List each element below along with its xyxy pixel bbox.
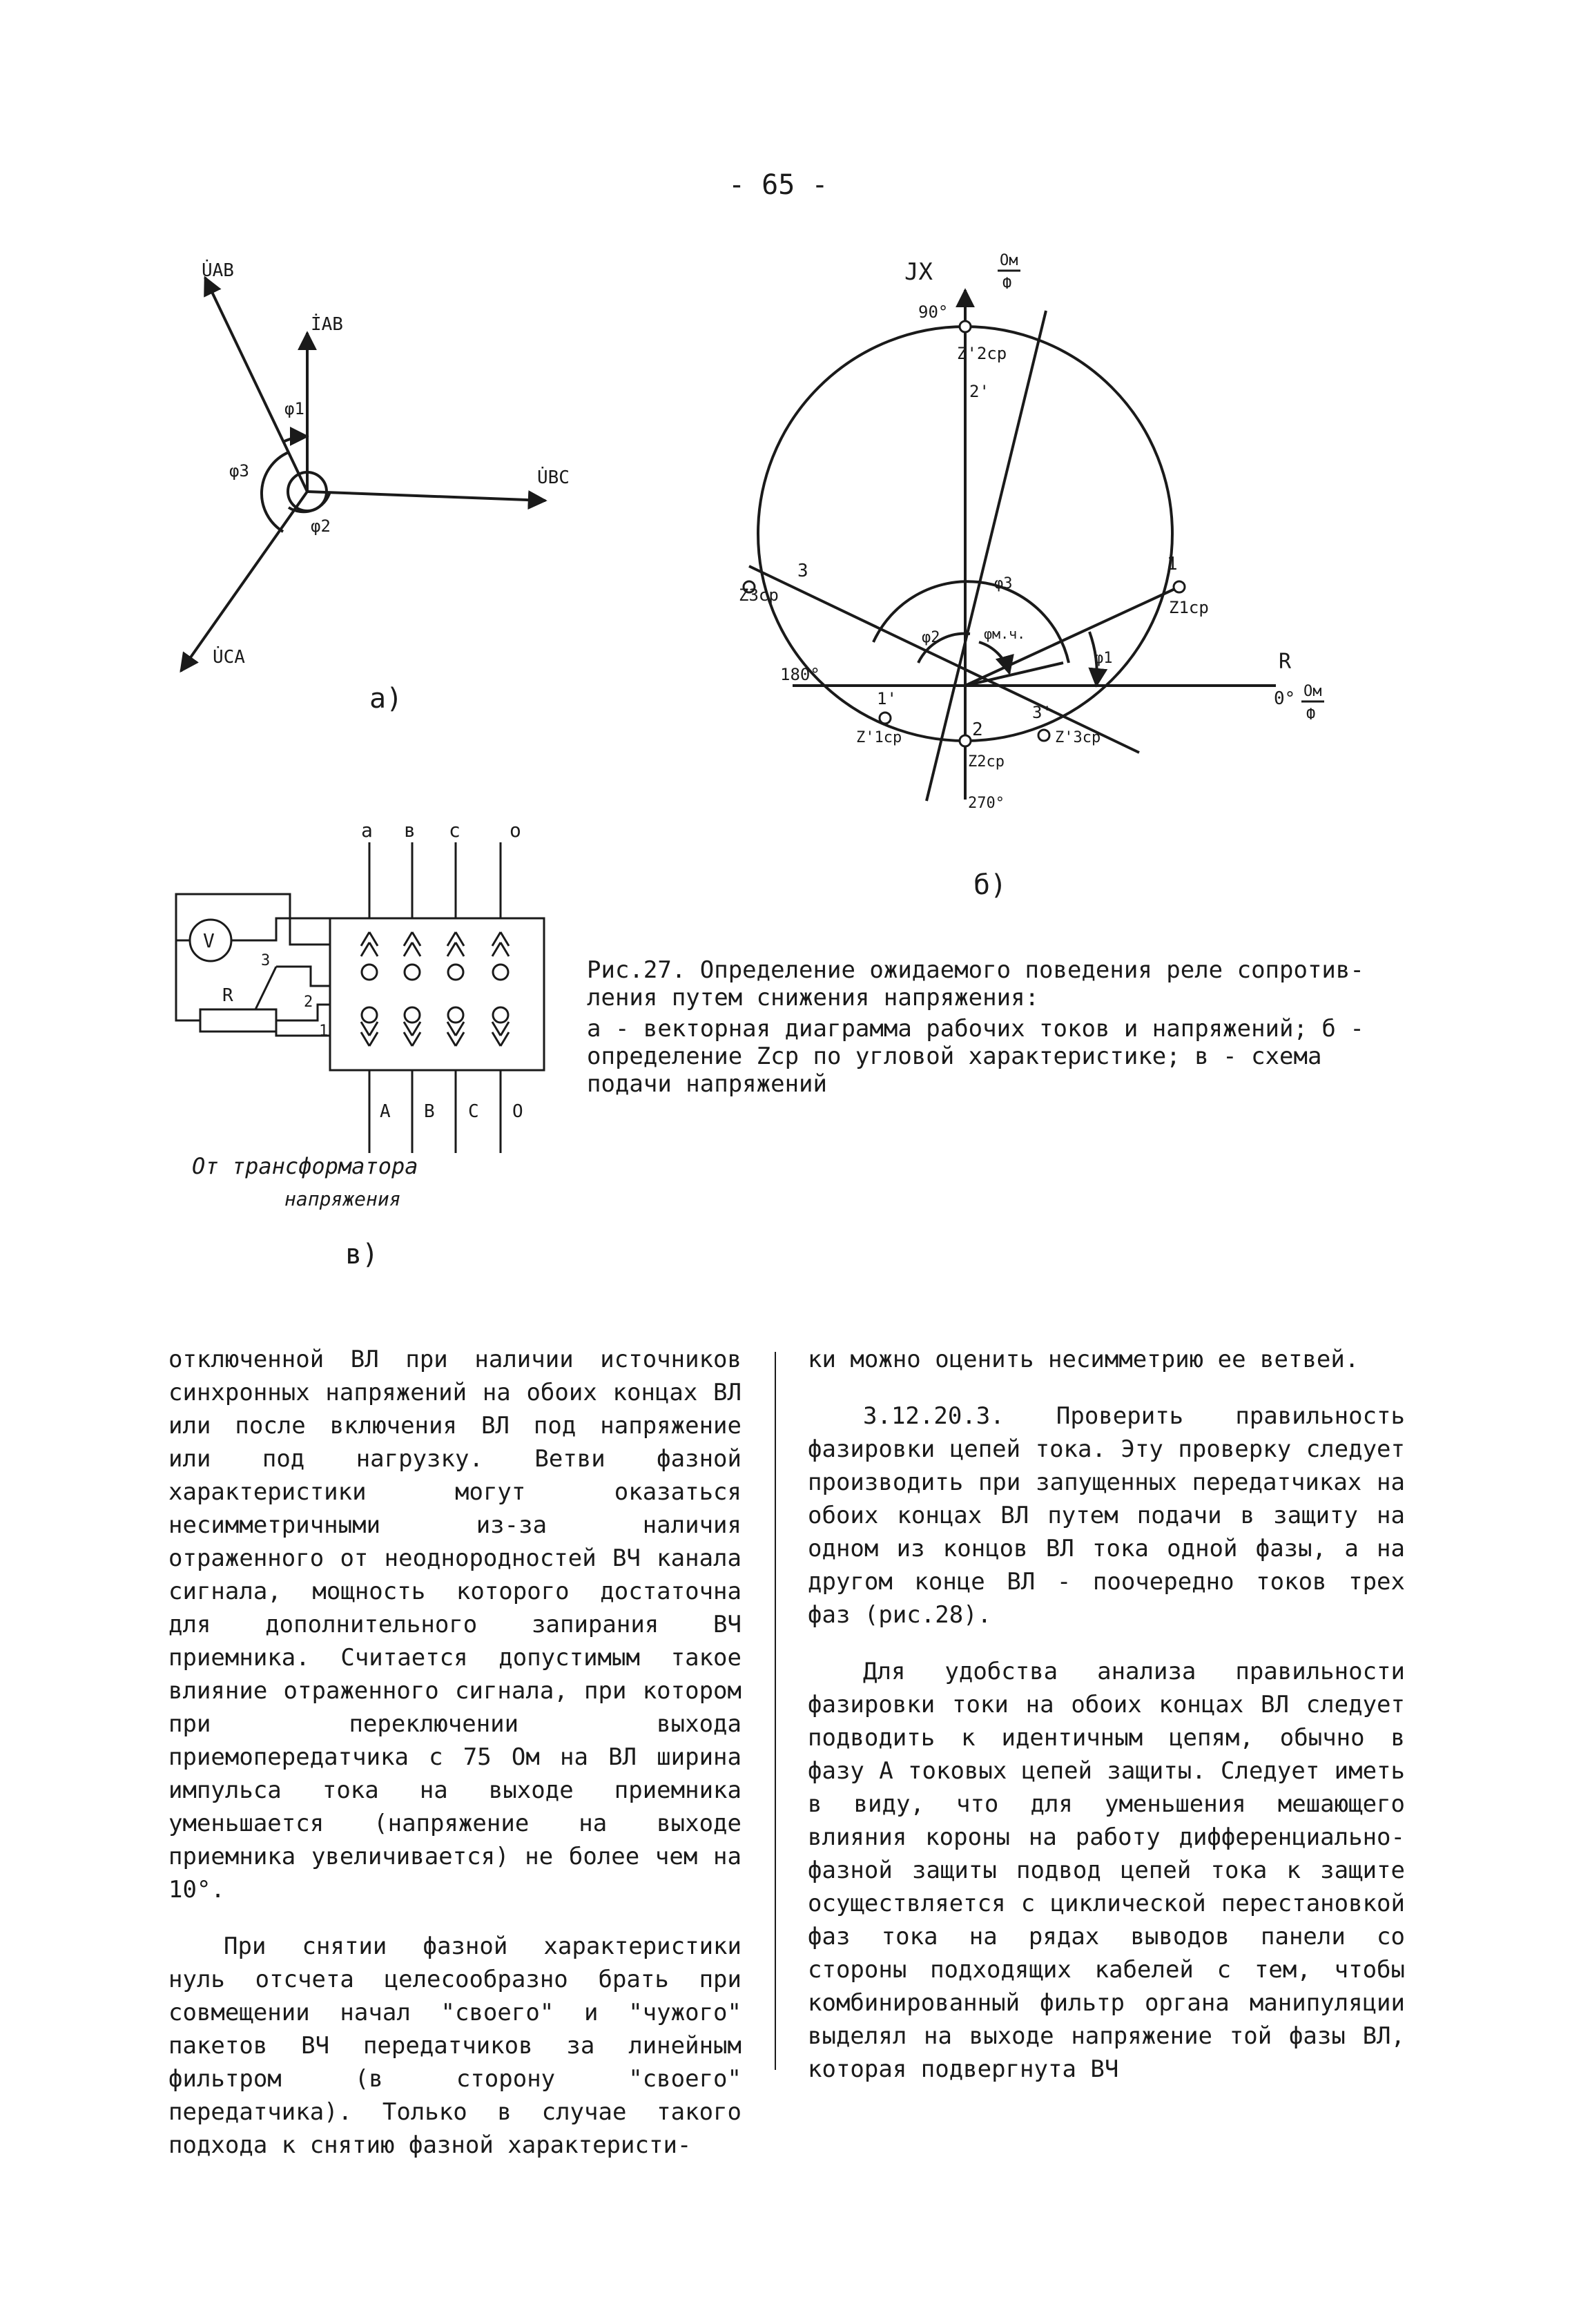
source-caption-line1: От трансформатора (192, 1153, 418, 1179)
resistor-label: R (222, 985, 233, 1006)
label-1prime: 1' (877, 689, 897, 708)
label-phi2b: φ2 (922, 629, 940, 646)
upper-terminals (361, 932, 509, 980)
label-ubc: U̇BC (537, 467, 570, 488)
phase-top-o: о (510, 819, 521, 842)
label-270: 270° (968, 795, 1005, 812)
label-unit-r-top: Ом (1303, 683, 1322, 700)
label-iab: İAB (311, 314, 343, 335)
label-uca: U̇CA (213, 647, 245, 668)
label-phimch: φм.ч. (984, 626, 1026, 642)
label-unit-top: Ом (1000, 252, 1018, 269)
figure-c-label: в) (345, 1239, 379, 1270)
label-z1cp: Z1ср (1169, 598, 1209, 617)
label-z3cp: Z3ср (739, 585, 779, 605)
tap-3: 3 (261, 952, 271, 969)
figure-b-label: б) (973, 869, 1007, 901)
figure-caption-title: Рис.27. Определение ожидаемого поведения реле сопротив-ления путем снижения напряжения: (587, 956, 1364, 1011)
label-unit-r-bottom: Ф (1306, 706, 1316, 724)
label-z2cp-prime: Z'2ср (957, 344, 1007, 363)
terminal-block (330, 918, 544, 1070)
label-180: 180° (780, 665, 820, 684)
resistor (200, 1009, 276, 1032)
phase-bottom-b: В (424, 1101, 435, 1122)
phase-bottom-a: А (380, 1101, 391, 1122)
right-paragraph-1: ки можно оценить несимметрию ее ветвей. (808, 1346, 1359, 1373)
tap-2: 2 (304, 994, 313, 1011)
source-caption-line2: напряжения (284, 1188, 401, 1210)
column-divider (775, 1352, 776, 2070)
phase-bottom-o: О (512, 1101, 523, 1122)
label-0: 0° (1274, 688, 1296, 709)
tap-1: 1 (319, 1023, 329, 1040)
figure-b-impedance-circle (0, 0, 1590, 901)
right-column (808, 1343, 1405, 2086)
label-point-2: 2 (972, 719, 983, 740)
label-point-1: 1 (1167, 554, 1178, 574)
label-unit-bottom: Ф (1002, 275, 1012, 293)
left-column (168, 1343, 741, 2162)
label-2prime: 2' (969, 382, 989, 401)
voltmeter-label: V (203, 929, 215, 952)
phase-top-a: а (361, 819, 373, 842)
label-uab: U̇AB (202, 260, 234, 281)
label-phi3b: φ3 (994, 575, 1013, 592)
label-z1cp-prime: Z'1ср (856, 729, 902, 746)
phase-top-b: в (404, 819, 416, 842)
label-jx: JX (904, 258, 933, 286)
left-paragraph-2: При снятии фазной характеристики нуль отсчета целесообразно брать при совмещении начал "своего" и "чужого" пакетов ВЧ передатчиков за линейным фильтром (в сторону "своего" передатчика). Только в случае такого подхода к снятию фазной характеристи- (168, 1933, 741, 2159)
right-paragraph-3: Для удобства анализа правильности фазировки токи на обоих концах ВЛ следует подводить к идентичным цепям, обычно в фазу А токовых цепей защиты. Следует иметь в виду, что для уменьшения мешающего влияния короны на работу дифференциально-фазной защиты подвод цепей тока к защите осуществляется с циклической перестановкой фаз тока на рядах выводов панели со стороны подходящих кабелей с тем, чтобы комбинированный фильтр органа манипуляции выделял на выходе напряжение той фазы ВЛ, которая подвергнута ВЧ (808, 1658, 1405, 2083)
phase-bottom-c: С (468, 1101, 479, 1122)
left-paragraph-1: отключенной ВЛ при наличии источников синхронных напряжений на обоих концах ВЛ или после включения ВЛ под напряжение или под нагрузку. Ветви фазной характеристики могут оказаться несимметричными из-за наличия отраженного от неоднородностей ВЧ канала сигнала, мощность которого достаточна для дополнительного запирания ВЧ приемника. Считается допустимым такое влияние отраженного сигнала, при котором при переключении выхода приемопередатчика с 75 Ом на ВЛ ширина импульса тока на выходе приемника уменьшается (напряжение на выходе приемника увеличивается) не более чем на 10°. (168, 1346, 741, 1904)
right-paragraph-2: 3.12.20.3. Проверить правильность фазировки цепей тока. Эту проверку следует производить при запущенных передатчиках на обоих концах ВЛ путем подачи в защиту на одном из концов ВЛ тока одной фазы, а на другом конце ВЛ - поочередно токов трех фаз (рис.28). (808, 1402, 1405, 1629)
lower-terminals (361, 1007, 509, 1046)
label-r: R (1279, 650, 1292, 674)
figure-c-wiring-scheme (0, 819, 621, 1284)
label-z2cp: Z2ср (968, 753, 1005, 771)
label-phi2: φ2 (311, 516, 331, 536)
label-phi1: φ1 (284, 399, 304, 418)
page-number: - 65 - (728, 169, 828, 201)
phase-top-c: с (449, 819, 460, 842)
label-90: 90° (918, 302, 949, 322)
figure-caption-legend: а - векторная диаграмма рабочих токов и напряжений; б - определение Zср по угловой характеристике; в - схема подачи напряжений (587, 1015, 1364, 1098)
label-point-3: 3 (797, 561, 808, 581)
label-phi3: φ3 (229, 461, 249, 481)
label-3prime: 3' (1032, 703, 1052, 722)
line-small (965, 663, 1063, 686)
figure-a-label: а) (369, 683, 403, 715)
label-z3cp-prime: Z'3ср (1055, 729, 1101, 746)
label-phi1b: φ1 (1094, 650, 1113, 667)
